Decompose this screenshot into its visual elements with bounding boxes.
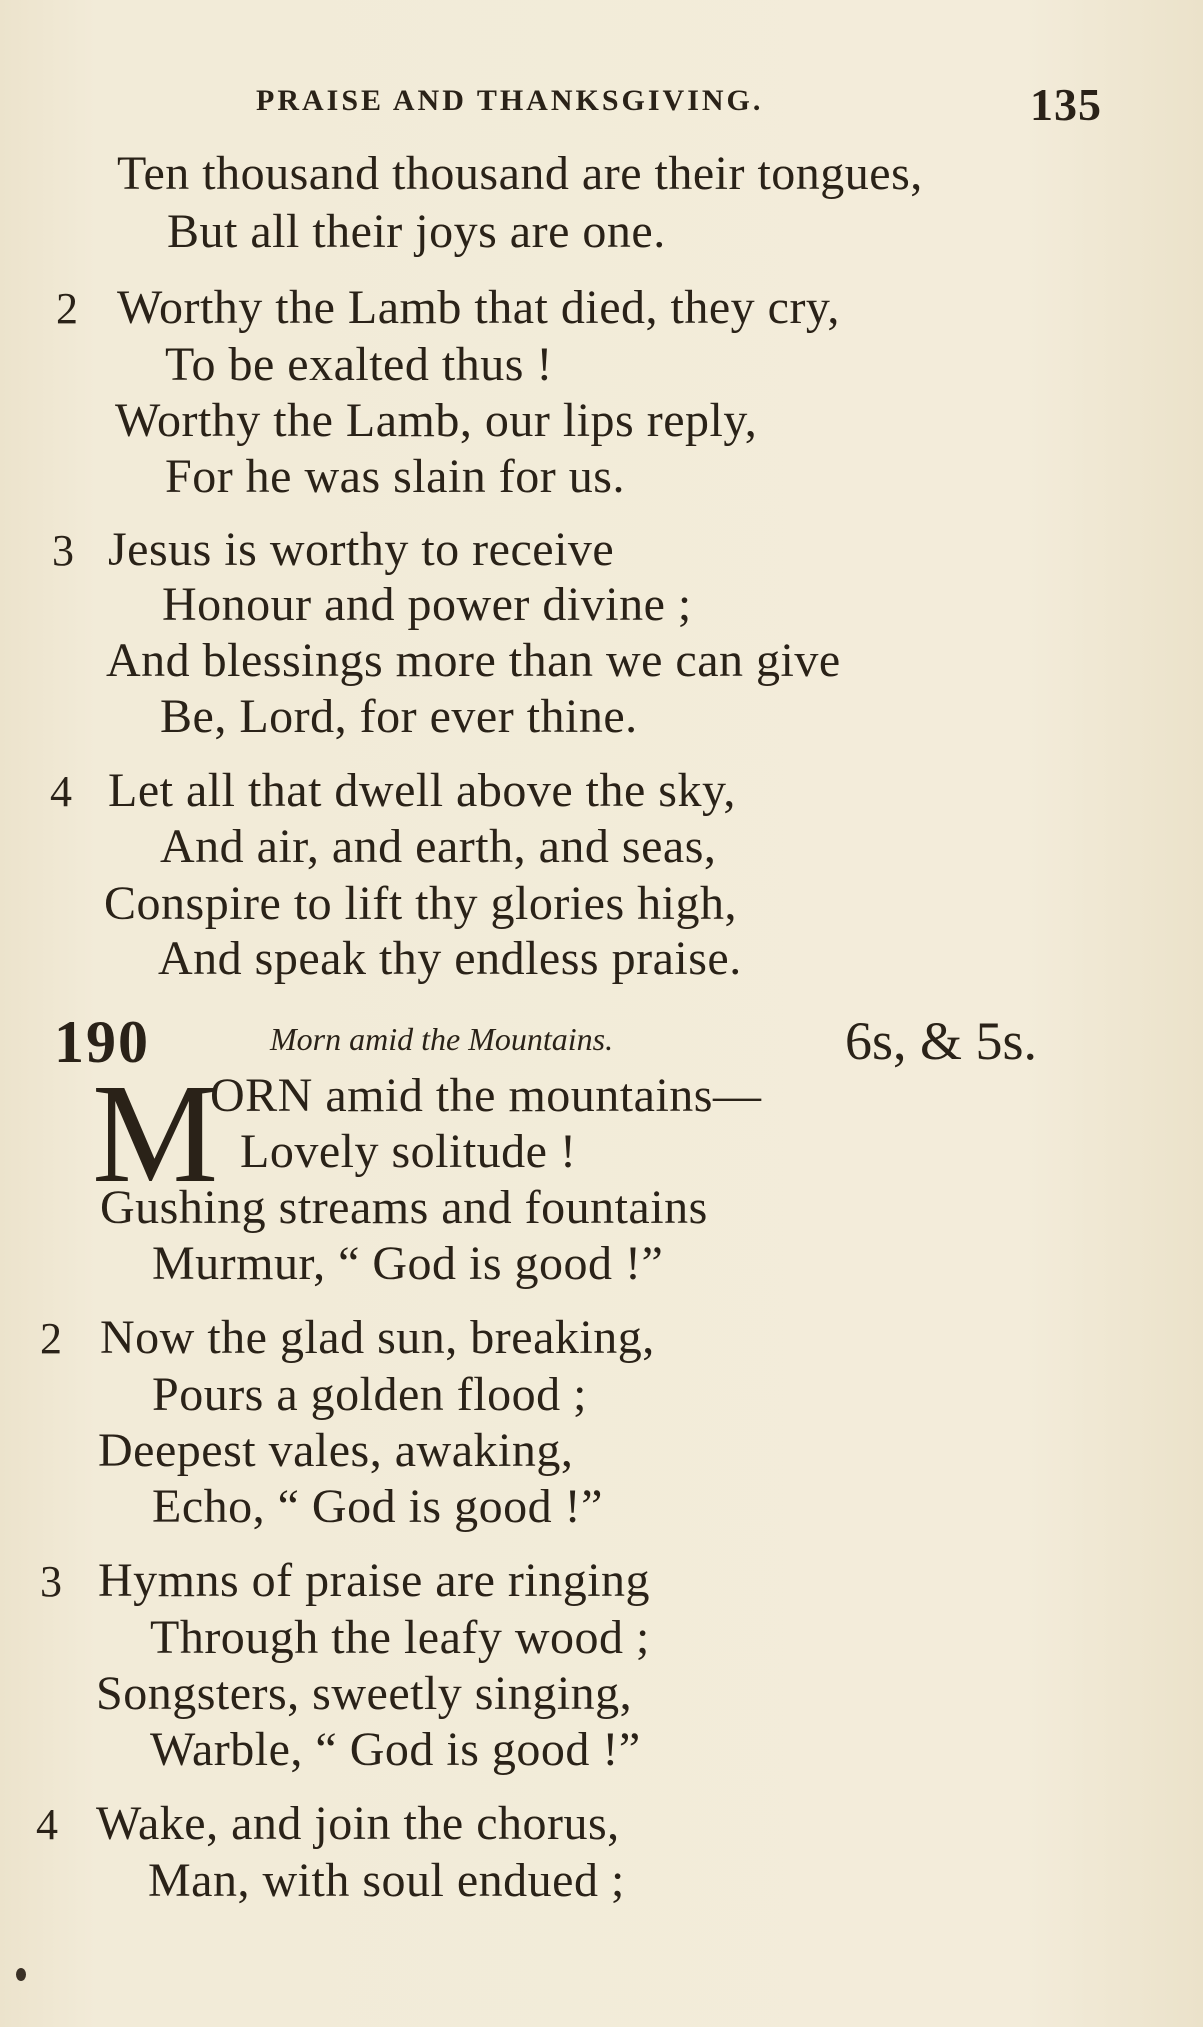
verse-number: 3 — [40, 1557, 62, 1606]
verse-line: Hymns of praise are ringing — [98, 1554, 651, 1607]
verse-line: Echo, “ God is good !” — [152, 1480, 603, 1533]
hymn-meter: 6s, & 5s. — [845, 1011, 1038, 1071]
ink-blot — [16, 1968, 26, 1981]
verse-line: Deepest vales, awaking, — [98, 1424, 574, 1477]
verse-line: Songsters, sweetly singing, — [96, 1667, 633, 1720]
verse-line: Worthy the Lamb, our lips reply, — [115, 394, 758, 447]
verse-line: Wake, and join the chorus, — [96, 1797, 620, 1850]
verse-line: And blessings more than we can give — [106, 634, 841, 687]
verse-line: Warble, “ God is good !” — [150, 1723, 641, 1776]
verse-line: ORN amid the mountains— — [210, 1069, 762, 1122]
page-number: 135 — [1030, 79, 1102, 130]
verse-line: Pours a golden flood ; — [152, 1368, 587, 1421]
verse-line: Through the leafy wood ; — [150, 1611, 650, 1664]
running-head-title: PRAISE AND THANKSGIVING. — [256, 84, 764, 117]
hymn-number: 190 — [54, 1009, 150, 1075]
verse-line: Worthy the Lamb that died, they cry, — [117, 281, 840, 334]
verse-number: 2 — [56, 284, 78, 333]
verse-line: Ten thousand thousand are their tongues, — [117, 147, 923, 200]
verse-line: To be exalted thus ! — [165, 338, 553, 391]
drop-cap: M — [92, 1054, 219, 1212]
verse-line: Lovely solitude ! — [240, 1125, 577, 1178]
verse-line: For he was slain for us. — [165, 450, 625, 503]
verse-line: Let all that dwell above the sky, — [108, 764, 736, 817]
verse-number: 3 — [52, 526, 74, 575]
verse-line: And speak thy endless praise. — [158, 932, 742, 985]
verse-line: Conspire to lift thy glories high, — [104, 877, 737, 930]
verse-line: But all their joys are one. — [167, 205, 666, 258]
verse-line: Murmur, “ God is good !” — [152, 1237, 664, 1290]
verse-number: 2 — [40, 1314, 62, 1363]
verse-line: Man, with soul endued ; — [148, 1854, 625, 1907]
verse-line: Be, Lord, for ever thine. — [160, 690, 638, 743]
verse-line: Gushing streams and fountains — [100, 1181, 708, 1234]
verse-line: Jesus is worthy to receive — [108, 523, 615, 576]
verse-line: And air, and earth, and seas, — [160, 820, 717, 873]
verse-number: 4 — [50, 767, 72, 816]
verse-number: 4 — [36, 1800, 58, 1849]
verse-line: Honour and power divine ; — [162, 578, 692, 631]
hymn-title: Morn amid the Mountains. — [270, 1021, 614, 1057]
verse-line: Now the glad sun, breaking, — [100, 1311, 655, 1364]
